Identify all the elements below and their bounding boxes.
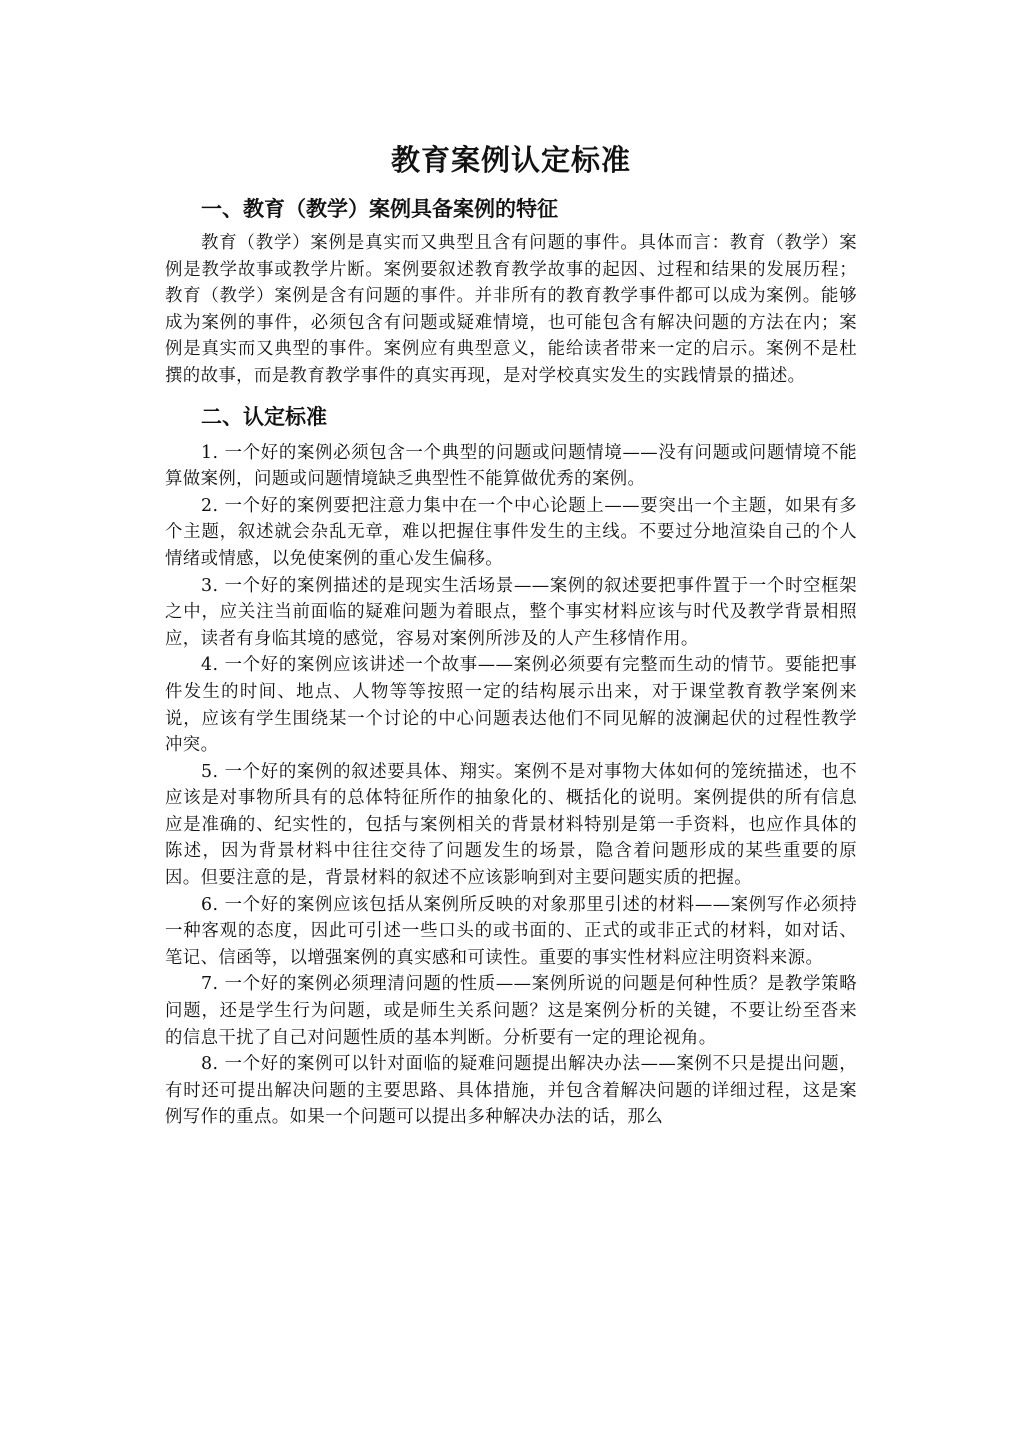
section-features-paragraph: 教育（教学）案例是真实而又典型且含有问题的事件。具体而言：教育（教学）案例是教学故事或教学片断。案例要叙述教育教学故事的起因、过程和结果的发展历程；教育（教学）案例是含有问题的事件。并非所有的教育教学事件都可以成为案例。能够成为案例的事件，必须包含有问题或疑难情境，也可能包含有解决问题的方法在内；案例是真实而又典型的事件。案例应有典型意义，能给读者带来一定的启示。案例不是杜撰的故事，而是教育教学事件的真实再现，是对学校真实发生的实践情景的描述。 — [165, 233, 857, 386]
section-heading-standards: 二、认定标准 — [201, 404, 327, 429]
standard-item-1: 1. 一个好的案例必须包含一个典型的问题或问题情境——没有问题或问题情境不能算做案例，问题或问题情境缺乏典型性不能算做优秀的案例。 — [165, 442, 857, 490]
document-title: 教育案例认定标准 — [390, 143, 631, 177]
standard-item-5: 5. 一个好的案例的叙述要具体、翔实。案例不是对事物大体如何的笼统描述，也不应该是对事物所具有的总体特征所作的抽象化的、概括化的说明。案例提供的所有信息应是准确的、纪实性的，包括与案例相关的背景材料特别是第一手资料，也应作具体的陈述，因为背景材料中往往交待了问题发生的场景，隐含着问题形成的某些重要的原因。但要注意的是，背景材料的叙述不应该影响到对主要问题实质的把握。 — [165, 761, 857, 889]
section-heading-features: 一、教育（教学）案例具备案例的特征 — [201, 197, 558, 221]
standard-item-7: 7. 一个好的案例必须理清问题的性质——案例所说的问题是何种性质？是教学策略问题，还是学生行为问题，或是师生关系问题？这是案例分析的关键，不要让纷至沓来的信息干扰了自己对问题性质的基本判断。分析要有一定的理论视角。 — [165, 974, 857, 1048]
standard-item-3: 3. 一个好的案例描述的是现实生活场景——案例的叙述要把事件置于一个时空框架之中，应关注当前面临的疑难问题为着眼点，整个事实材料应该与时代及教学背景相照应，读者有身临其境的感觉，容易对案例所涉及的人产生移情作用。 — [165, 575, 857, 649]
standard-item-6: 6. 一个好的案例应该包括从案例所反映的对象那里引述的材料——案例写作必须持一种客观的态度，因此可引述一些口头的或书面的、正式的或非正式的材料，如对话、笔记、信函等，以增强案例的真实感和可读性。重要的事实性材料应注明资料来源。 — [165, 894, 857, 968]
standard-item-2: 2. 一个好的案例要把注意力集中在一个中心论题上——要突出一个主题，如果有多个主题，叙述就会杂乱无章，难以把握住事件发生的主线。不要过分地渲染自己的个人情绪或情感，以免使案例的重心发生偏移。 — [165, 495, 857, 569]
standard-item-8: 8. 一个好的案例可以针对面临的疑难问题提出解决办法——案例不只是提出问题，有时还可提出解决问题的主要思路、具体措施，并包含着解决问题的详细过程，这是案例写作的重点。如果一个问题可以提出多种解决办法的话，那么 — [165, 1054, 857, 1128]
document-content — [165, 140, 857, 1131]
standard-item-4: 4. 一个好的案例应该讲述一个故事——案例必须要有完整而生动的情节。要能把事件发生的时间、地点、人物等等按照一定的结构展示出来，对于课堂教育教学案例来说，应该有学生围绕某一个讨论的中心问题表达他们不同见解的波澜起伏的过程性教学冲突。 — [165, 655, 857, 756]
